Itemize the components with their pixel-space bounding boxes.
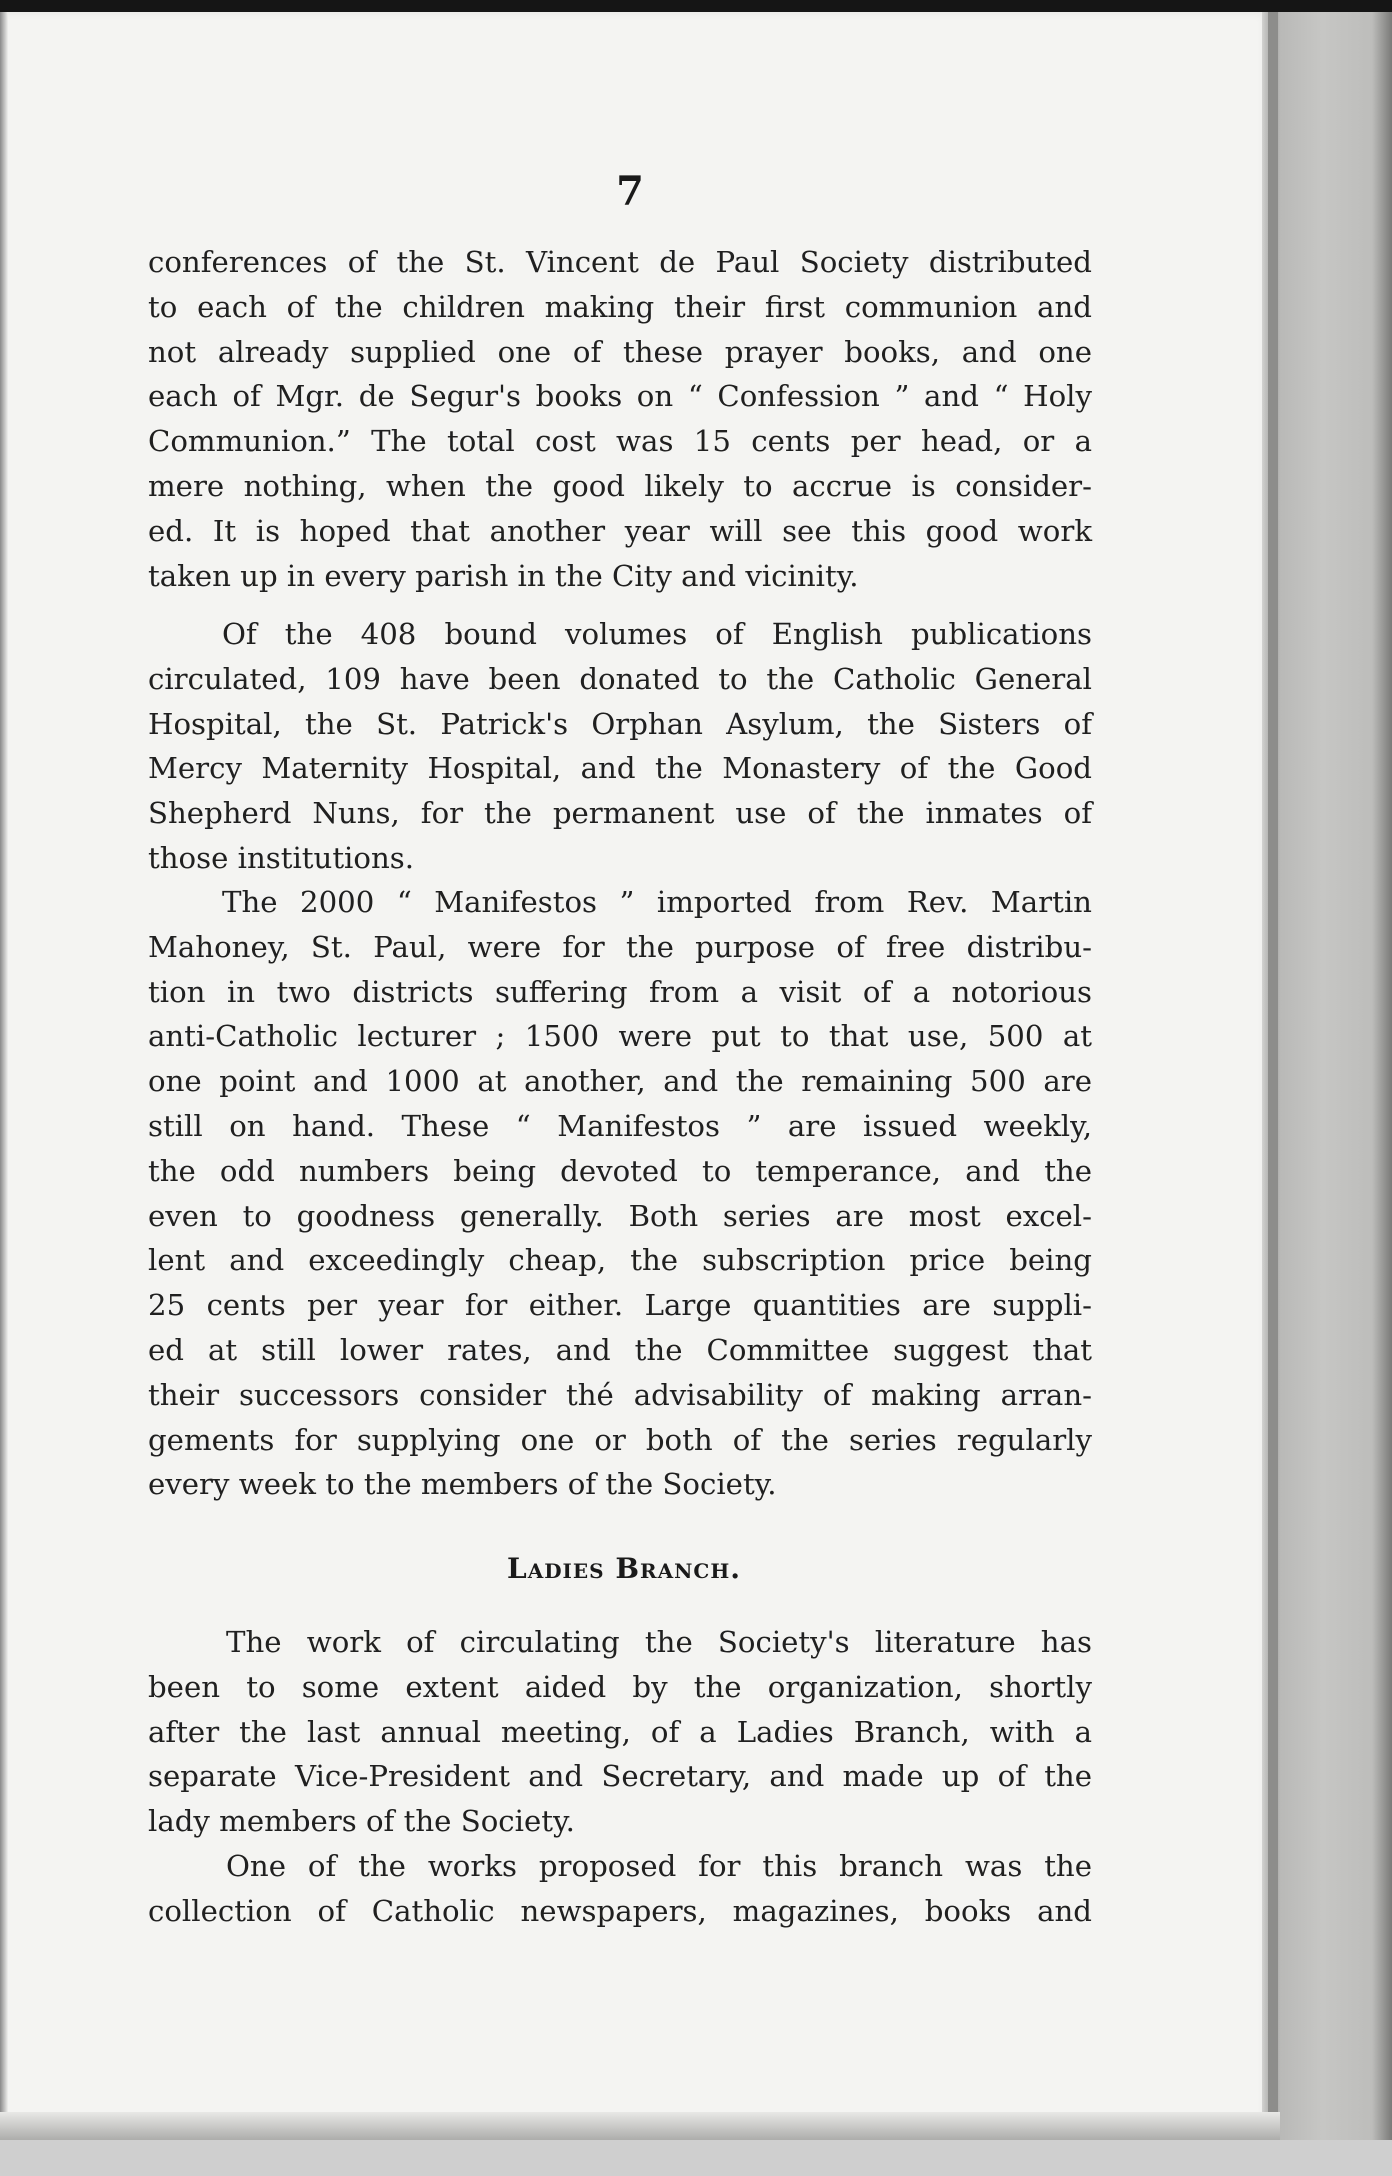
book-cover-edge <box>1262 12 1392 2142</box>
text-line: tion in two districts suffering from a visit of a notorious <box>148 974 1092 1009</box>
text-line: One of the works proposed for this branch was the <box>226 1849 1092 1883</box>
text-line: the odd numbers being devoted to temperance, and the <box>148 1153 1092 1188</box>
text-line: ed at still lower rates, and the Committee suggest that <box>148 1332 1092 1367</box>
text-line: not already supplied one of these prayer books, and one <box>148 334 1092 369</box>
text-line: Mahoney, St. Paul, were for the purpose of free distribu- <box>148 929 1092 964</box>
text-line: Shepherd Nuns, for the permanent use of the inmates of <box>148 796 1092 831</box>
text-line: to each of the children making their first communion and <box>148 289 1092 324</box>
text-line: lady members of the Society. <box>148 1804 575 1839</box>
text-line: circulated, 109 have been donated to the Catholic General <box>148 661 1092 696</box>
text-line: lent and exceedingly cheap, the subscription price being <box>148 1243 1092 1278</box>
text-line: every week to the members of the Society. <box>148 1467 777 1502</box>
paragraph-2 <box>148 612 1092 881</box>
text-line: still on hand. These “ Manifestos ” are issued weekly, <box>148 1108 1092 1143</box>
text-line: The work of circulating the Society's literature has <box>226 1625 1092 1659</box>
text-line: those institutions. <box>148 840 415 875</box>
text-line: The 2000 “ Manifestos ” imported from Rev. Martin <box>222 885 1092 919</box>
page-number: 7 <box>616 168 644 215</box>
text-line: Hospital, the St. Patrick's Orphan Asylum, the Sisters of <box>148 706 1092 741</box>
text-line: Of the 408 bound volumes of English publications <box>222 617 1092 651</box>
text-line: one point and 1000 at another, and the remaining 500 are <box>148 1064 1092 1099</box>
text-line: separate Vice-President and Secretary, and made up of the <box>148 1759 1092 1794</box>
paragraph-4 <box>148 1620 1092 1844</box>
text-line: ed. It is hoped that another year will see this good work <box>148 513 1092 548</box>
text-line: anti-Catholic lecturer ; 1500 were put to that use, 500 at <box>148 1019 1092 1054</box>
text-line: collection of Catholic newspapers, magazines, books and <box>148 1893 1092 1928</box>
text-line: Communion.” The total cost was 15 cents per head, or a <box>148 424 1092 459</box>
page-bottom-edge <box>0 2112 1280 2142</box>
text-line: 25 cents per year for either. Large quantities are suppli- <box>148 1288 1092 1323</box>
paragraph-1 <box>148 240 1092 598</box>
scan-background-bottom <box>0 2140 1392 2176</box>
text-line: conferences of the St. Vincent de Paul Society distributed <box>148 245 1092 279</box>
text-line: Mercy Maternity Hospital, and the Monastery of the Good <box>148 751 1092 786</box>
page-gutter-edge <box>0 12 8 2142</box>
text-line: each of Mgr. de Segur's books on “ Confession ” and “ Holy <box>148 379 1092 414</box>
text-line: mere nothing, when the good likely to accrue is consider- <box>148 468 1092 503</box>
text-line: been to some extent aided by the organization, shortly <box>148 1669 1092 1704</box>
paragraph-3 <box>148 880 1092 1507</box>
text-line: even to goodness generally. Both series are most excel- <box>148 1198 1092 1233</box>
section-heading: Ladies Branch. <box>507 1552 741 1585</box>
paragraph-5 <box>148 1844 1092 1934</box>
page-stack-edge <box>1268 12 1278 2142</box>
text-line: their successors consider thé advisability of making arran- <box>148 1377 1092 1412</box>
text-line: taken up in every parish in the City and vicinity. <box>148 558 859 593</box>
text-line: after the last annual meeting, of a Ladies Branch, with a <box>148 1714 1092 1749</box>
text-line: gements for supplying one or both of the series regularly <box>148 1422 1092 1457</box>
